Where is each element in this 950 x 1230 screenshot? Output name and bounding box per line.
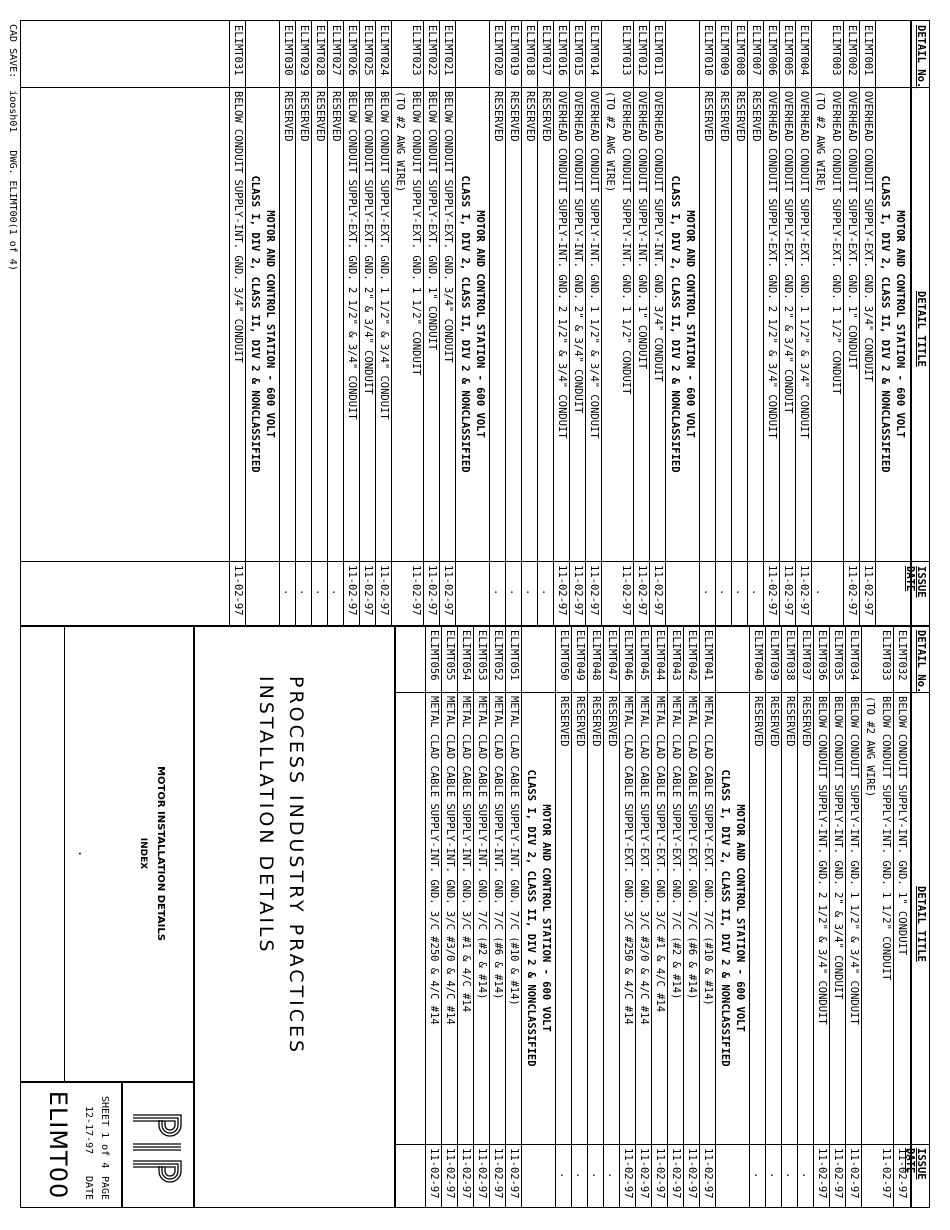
issue-date: . xyxy=(768,1172,780,1179)
detail-title: METAL CLAD CABLE SUPPLY-EXT. GND. 7/C (#2 & #14) xyxy=(670,696,682,1000)
detail-title: RESERVED xyxy=(800,696,812,747)
detail-number: ELIMT043 xyxy=(670,630,682,681)
issue-date: . xyxy=(314,589,326,596)
table-row xyxy=(424,21,440,625)
detail-title: METAL CLAD CABLE SUPPLY-INT. GND. 3/C #1 & 4/C #14 xyxy=(460,696,472,1013)
issue-date: . xyxy=(718,589,730,596)
issue-date: 11-02-97 xyxy=(652,565,664,616)
table-row xyxy=(862,626,878,1207)
detail-title: METAL CLAD CABLE SUPPLY-INT. GND. 7/C (#6 & #14) xyxy=(492,696,504,1000)
detail-title: OVERHEAD CONDUIT SUPPLY-INT. GND. 1" CONDUIT xyxy=(636,91,648,370)
detail-number: ELIMT024 xyxy=(378,25,390,76)
table-row xyxy=(780,21,796,625)
issue-date: 11-02-97 xyxy=(832,1148,844,1199)
issue-date: 11-02-97 xyxy=(572,565,584,616)
detail-title: OVERHEAD CONDUIT SUPPLY-EXT. GND. 1 1/2" & 3/4" CONDUIT xyxy=(798,91,810,439)
header-issue-date-right: ISSUE DATE xyxy=(904,1148,927,1180)
revision-date: 12-17-97 xyxy=(83,1106,94,1155)
issue-date: 11-02-97 xyxy=(410,565,422,616)
detail-title: OVERHEAD CONDUIT SUPPLY-INT. GND. 1 1/2" & 3/4" CONDUIT xyxy=(588,91,600,439)
table-row xyxy=(798,626,814,1207)
detail-title: OVERHEAD CONDUIT SUPPLY-EXT. GND. 2 1/2" & 3/4" CONDUIT xyxy=(766,91,778,439)
issue-date: . xyxy=(492,589,504,596)
detail-number: ELIMT012 xyxy=(636,25,648,76)
issue-date: 11-02-97 xyxy=(636,565,648,616)
issue-date: 11-02-97 xyxy=(846,565,858,616)
section-heading xyxy=(877,87,907,561)
detail-number: ELIMT013 xyxy=(620,25,632,76)
issue-date: . xyxy=(784,1172,796,1179)
table-row xyxy=(650,21,666,625)
detail-title: METAL CLAD CABLE SUPPLY-INT. GND. 7/C (#2 & #14) xyxy=(476,696,488,1000)
header-detail-no: DETAIL No. xyxy=(915,25,927,89)
table-row xyxy=(860,21,876,625)
detail-number: ELIMT049 xyxy=(574,630,586,681)
cad-save-footer: CAD SAVE: ioosh01 DWG. ELIMT00(1 of 4) xyxy=(7,24,18,271)
table-row xyxy=(490,21,506,625)
table-row xyxy=(636,626,652,1207)
header-issue-date: ISSUE DATE xyxy=(904,566,927,598)
section-heading xyxy=(717,692,747,1144)
detail-number: ELIMT042 xyxy=(686,630,698,681)
detail-title: BELOW CONDUIT SUPPLY-INT. GND. 2" & 3/4" CONDUIT xyxy=(832,696,844,1000)
detail-number: ELIMT004 xyxy=(798,25,810,76)
detail-title: METAL CLAD CABLE SUPPLY-INT. GND. 7/C (#10 & #14) xyxy=(508,696,520,1006)
detail-number: ELIMT027 xyxy=(330,25,342,76)
issue-date: . xyxy=(800,1172,812,1179)
table-row xyxy=(554,21,570,625)
detail-number: ELIMT014 xyxy=(588,25,600,76)
table-row xyxy=(620,626,636,1207)
issue-date: . xyxy=(540,589,552,596)
detail-title: RESERVED xyxy=(558,696,570,747)
detail-number: ELIMT029 xyxy=(298,25,310,76)
section-heading-line: CLASS I, DIV 2, CLASS II, DIV 2 & NONCLASSIFIED xyxy=(525,769,537,1067)
table-row xyxy=(700,626,716,1207)
page-label: PAGE xyxy=(99,1176,110,1201)
detail-title: (TO #2 AWG WIRE) xyxy=(814,91,826,193)
table-row xyxy=(280,21,296,625)
detail-number: ELIMT011 xyxy=(652,25,664,76)
detail-number: ELIMT038 xyxy=(784,630,796,681)
detail-title: RESERVED xyxy=(784,696,796,747)
table-row xyxy=(846,626,862,1207)
table-row xyxy=(588,626,604,1207)
detail-title: OVERHEAD CONDUIT SUPPLY-EXT. GND. 2" & 3/4" CONDUIT xyxy=(782,91,794,414)
issue-date: . xyxy=(558,1172,570,1179)
detail-title: RESERVED xyxy=(282,91,294,142)
issue-date: 11-02-97 xyxy=(428,1148,440,1199)
table-row xyxy=(604,626,620,1207)
table-row xyxy=(506,21,522,625)
detail-number: ELIMT022 xyxy=(426,25,438,76)
detail-title: OVERHEAD CONDUIT SUPPLY-EXT. GND. 1 1/2" CONDUIT xyxy=(830,91,842,395)
table-row xyxy=(634,21,650,625)
header-detail-title: DETAIL TITLE xyxy=(915,291,927,367)
detail-title: RESERVED xyxy=(702,91,714,142)
table-row xyxy=(750,626,766,1207)
detail-number: ELIMT048 xyxy=(590,630,602,681)
detail-number: ELIMT026 xyxy=(346,25,358,76)
detail-number: ELIMT040 xyxy=(752,630,764,681)
section-heading-line: CLASS I, DIV 2, CLASS II, DIV 2 & NONCLASSIFIED xyxy=(459,175,471,473)
doc-dot: . xyxy=(76,849,90,858)
detail-title: BELOW CONDUIT SUPPLY-EXT. GND. 1 1/2" & 3/4" CONDUIT xyxy=(378,91,390,420)
detail-title: RESERVED xyxy=(540,91,552,142)
table-row xyxy=(538,21,554,625)
section-heading xyxy=(523,692,553,1144)
detail-number: ELIMT021 xyxy=(442,25,454,76)
detail-title: OVERHEAD CONDUIT SUPPLY-EXT. GND. 1" CONDUIT xyxy=(846,91,858,370)
issue-date: 11-02-97 xyxy=(476,1148,488,1199)
detail-title: RESERVED xyxy=(768,696,780,747)
issue-date: 11-02-97 xyxy=(620,565,632,616)
table-row xyxy=(296,21,312,625)
issue-date: . xyxy=(702,589,714,596)
detail-number: ELIMT007 xyxy=(750,25,762,76)
table-row xyxy=(814,626,830,1207)
detail-number: ELIMT051 xyxy=(508,630,520,681)
issue-date: 11-02-97 xyxy=(670,1148,682,1199)
detail-title: BELOW CONDUIT SUPPLY-INT. GND. 3/4" CONDUIT xyxy=(232,91,244,363)
detail-title: OVERHEAD CONDUIT SUPPLY-INT. GND. 3/4" CONDUIT xyxy=(652,91,664,382)
table-row xyxy=(830,626,846,1207)
detail-title: RESERVED xyxy=(524,91,536,142)
table-row xyxy=(458,626,474,1207)
issue-date: . xyxy=(330,589,342,596)
issue-date: 11-02-97 xyxy=(622,1148,634,1199)
header-detail-title-right: DETAIL TITLE xyxy=(915,886,927,962)
table-row xyxy=(732,21,748,625)
table-row xyxy=(312,21,328,625)
detail-number: ELIMT016 xyxy=(556,25,568,76)
table-row xyxy=(878,626,894,1207)
detail-number: ELIMT055 xyxy=(444,630,456,681)
section-heading-line: MOTOR AND CONTROL STATION - 600 VOLT xyxy=(734,804,746,1032)
detail-title: OVERHEAD CONDUIT SUPPLY-INT. GND. 1 1/2" CONDUIT xyxy=(620,91,632,395)
section-heading-line: CLASS I, DIV 2, CLASS II, DIV 2 & NONCLASSIFIED xyxy=(249,175,261,473)
detail-number: ELIMT010 xyxy=(702,25,714,76)
detail-title: BELOW CONDUIT SUPPLY-EXT. GND. 1" CONDUIT xyxy=(426,91,438,351)
table-row xyxy=(812,21,828,625)
detail-number: ELIMT009 xyxy=(718,25,730,76)
detail-number: ELIMT003 xyxy=(830,25,842,76)
left-index-table xyxy=(20,21,930,625)
issue-date: 11-02-97 xyxy=(442,565,454,616)
detail-title: RESERVED xyxy=(330,91,342,142)
detail-title: METAL CLAD CABLE SUPPLY-EXT. GND. 3/C #1 & 4/C #14 xyxy=(654,696,666,1013)
detail-number: ELIMT031 xyxy=(232,25,244,76)
detail-number: ELIMT008 xyxy=(734,25,746,76)
detail-title: METAL CLAD CABLE SUPPLY-EXT. GND. 3/C #250 & 4/C #14 xyxy=(622,696,634,1025)
issue-date: 11-02-97 xyxy=(862,565,874,616)
detail-title: RESERVED xyxy=(492,91,504,142)
table-row xyxy=(344,21,360,625)
section-heading xyxy=(667,87,697,561)
detail-number: ELIMT002 xyxy=(846,25,858,76)
detail-number: ELIMT053 xyxy=(476,630,488,681)
section-heading-line: CLASS I, DIV 2, CLASS II, DIV 2 & NONCLASSIFIED xyxy=(879,175,891,473)
table-row xyxy=(442,626,458,1207)
detail-number: ELIMT018 xyxy=(524,25,536,76)
detail-number: ELIMT045 xyxy=(638,630,650,681)
detail-title: BELOW CONDUIT SUPPLY-EXT. GND. 1 1/2" CONDUIT xyxy=(410,91,422,376)
detail-number: ELIMT006 xyxy=(766,25,778,76)
issue-date: . xyxy=(750,589,762,596)
table-row xyxy=(652,626,668,1207)
table-row xyxy=(668,626,684,1207)
issue-date: 11-02-97 xyxy=(556,565,568,616)
table-row xyxy=(618,21,634,625)
org-title-line1: PROCESS INDUSTRY PRACTICES xyxy=(285,676,307,1056)
detail-title: OVERHEAD CONDUIT SUPPLY-EXT. GND. 3/4" CONDUIT xyxy=(862,91,874,382)
issue-date: 11-02-97 xyxy=(766,565,778,616)
detail-title: BELOW CONDUIT SUPPLY-INT. GND. 1" CONDUIT xyxy=(896,696,908,956)
issue-date: 11-02-97 xyxy=(686,1148,698,1199)
detail-title: (TO #2 AWG WIRE) xyxy=(864,696,876,798)
issue-date: 11-02-97 xyxy=(798,565,810,616)
detail-number: ELIMT015 xyxy=(572,25,584,76)
detail-title: OVERHEAD CONDUIT SUPPLY-INT. GND. 2" & 3/4" CONDUIT xyxy=(572,91,584,414)
table-row xyxy=(586,21,602,625)
detail-number: ELIMT019 xyxy=(508,25,520,76)
issue-date: 11-02-97 xyxy=(654,1148,666,1199)
detail-number: ELIMT052 xyxy=(492,630,504,681)
issue-date: . xyxy=(508,589,520,596)
table-row xyxy=(328,21,344,625)
issue-date: . xyxy=(590,1172,602,1179)
issue-date: . xyxy=(524,589,536,596)
detail-title: RESERVED xyxy=(314,91,326,142)
detail-number: ELIMT035 xyxy=(832,630,844,681)
detail-title: BELOW CONDUIT SUPPLY-INT. GND. 1 1/2" CONDUIT xyxy=(880,696,892,981)
issue-date: 11-02-97 xyxy=(638,1148,650,1199)
detail-number: ELIMT017 xyxy=(540,25,552,76)
table-row xyxy=(360,21,376,625)
section-heading-line: MOTOR AND CONTROL STATION - 600 VOLT xyxy=(684,210,696,438)
table-row xyxy=(230,21,246,625)
detail-number: ELIMT037 xyxy=(800,630,812,681)
section-heading-line: MOTOR AND CONTROL STATION - 600 VOLT xyxy=(894,210,906,438)
detail-number: ELIMT044 xyxy=(654,630,666,681)
table-row xyxy=(684,626,700,1207)
issue-date: 11-02-97 xyxy=(588,565,600,616)
drawing-number: ELIMT00 xyxy=(44,1090,72,1200)
issue-date: 11-02-97 xyxy=(880,1148,892,1199)
issue-date: 11-02-97 xyxy=(460,1148,472,1199)
detail-title: (TO #2 AWG WIRE) xyxy=(394,91,406,193)
table-row xyxy=(440,21,456,625)
issue-date: . xyxy=(282,589,294,596)
detail-title: BELOW CONDUIT SUPPLY-INT. GND. 2 1/2" & 3/4" CONDUIT xyxy=(816,696,828,1025)
detail-title: RESERVED xyxy=(606,696,618,747)
detail-number: ELIMT020 xyxy=(492,25,504,76)
issue-date: 11-02-97 xyxy=(232,565,244,616)
detail-number: ELIMT036 xyxy=(816,630,828,681)
issue-date: 11-02-97 xyxy=(362,565,374,616)
table-row xyxy=(700,21,716,625)
issue-date: 11-02-97 xyxy=(508,1148,520,1199)
issue-date: . xyxy=(814,589,826,596)
table-row xyxy=(408,21,424,625)
issue-date: 11-02-97 xyxy=(444,1148,456,1199)
issue-date: 11-02-97 xyxy=(816,1148,828,1199)
table-row xyxy=(556,626,572,1207)
issue-date: . xyxy=(606,1172,618,1179)
detail-title: METAL CLAD CABLE SUPPLY-EXT. GND. 7/C (#6 & #14) xyxy=(686,696,698,1000)
detail-title: RESERVED xyxy=(574,696,586,747)
detail-number: ELIMT005 xyxy=(782,25,794,76)
detail-title: BELOW CONDUIT SUPPLY-EXT. GND. 3/4" CONDUIT xyxy=(442,91,454,363)
table-row xyxy=(392,21,408,625)
detail-number: ELIMT001 xyxy=(862,25,874,76)
table-row xyxy=(828,21,844,625)
table-row xyxy=(766,626,782,1207)
issue-date: 11-02-97 xyxy=(848,1148,860,1199)
issue-date: 11-02-97 xyxy=(378,565,390,616)
detail-number: ELIMT041 xyxy=(702,630,714,681)
right-index-table xyxy=(395,626,930,1207)
detail-title: METAL CLAD CABLE SUPPLY-INT. GND. 3/C #3/0 & 4/C #14 xyxy=(444,696,456,1025)
detail-title: RESERVED xyxy=(298,91,310,142)
pip-logo xyxy=(130,1111,185,1191)
section-heading-line: MOTOR AND CONTROL STATION - 600 VOLT xyxy=(540,804,552,1032)
detail-title: (TO #2 AWG WIRE) xyxy=(604,91,616,193)
table-row xyxy=(522,21,538,625)
issue-date: 11-02-97 xyxy=(492,1148,504,1199)
detail-number: ELIMT034 xyxy=(848,630,860,681)
table-row xyxy=(764,21,780,625)
detail-number: ELIMT054 xyxy=(460,630,472,681)
section-heading-line: MOTOR AND CONTROL STATION - 600 VOLT xyxy=(474,210,486,438)
table-row xyxy=(796,21,812,625)
detail-number: ELIMT046 xyxy=(622,630,634,681)
sheet-label: SHEET 1 of 4 xyxy=(99,1096,110,1169)
table-row xyxy=(474,626,490,1207)
table-row xyxy=(748,21,764,625)
section-heading xyxy=(457,87,487,561)
table-row xyxy=(572,626,588,1207)
detail-number: ELIMT050 xyxy=(558,630,570,681)
detail-title: RESERVED xyxy=(508,91,520,142)
detail-title: BELOW CONDUIT SUPPLY-EXT. GND. 2 1/2" & 3/4" CONDUIT xyxy=(346,91,358,420)
issue-date: 11-02-97 xyxy=(702,1148,714,1199)
detail-number: ELIMT033 xyxy=(880,630,892,681)
issue-date: . xyxy=(734,589,746,596)
issue-date: 11-02-97 xyxy=(426,565,438,616)
date-label: DATE xyxy=(83,1176,94,1201)
detail-number: ELIMT023 xyxy=(410,25,422,76)
detail-number: ELIMT025 xyxy=(362,25,374,76)
issue-date: 11-02-97 xyxy=(346,565,358,616)
table-row xyxy=(602,21,618,625)
issue-date: . xyxy=(752,1172,764,1179)
detail-title: OVERHEAD CONDUIT SUPPLY-INT. GND. 2 1/2" & 3/4" CONDUIT xyxy=(556,91,568,439)
detail-number: ELIMT047 xyxy=(606,630,618,681)
table-row xyxy=(376,21,392,625)
detail-title: RESERVED xyxy=(734,91,746,142)
table-row xyxy=(426,626,442,1207)
detail-number: ELIMT039 xyxy=(768,630,780,681)
table-row xyxy=(844,21,860,625)
detail-title: BELOW CONDUIT SUPPLY-EXT. GND. 2" & 3/4" CONDUIT xyxy=(362,91,374,395)
section-heading-line: MOTOR AND CONTROL STATION - 600 VOLT xyxy=(264,210,276,438)
table-row xyxy=(716,21,732,625)
detail-title: METAL CLAD CABLE SUPPLY-EXT. GND. 3/C #3/0 & 4/C #14 xyxy=(638,696,650,1025)
table-row xyxy=(894,626,910,1207)
detail-title: METAL CLAD CABLE SUPPLY-EXT. GND. 7/C (#10 & #14) xyxy=(702,696,714,1006)
detail-number: ELIMT028 xyxy=(314,25,326,76)
detail-title: RESERVED xyxy=(752,696,764,747)
issue-date: 11-02-97 xyxy=(896,1148,908,1199)
header-detail-no-right: DETAIL No. xyxy=(915,630,927,694)
table-row xyxy=(490,626,506,1207)
table-row xyxy=(506,626,522,1207)
issue-date: . xyxy=(574,1172,586,1179)
detail-title: BELOW CONDUIT SUPPLY-INT. GND. 1 1/2" & 3/4" CONDUIT xyxy=(848,696,860,1025)
detail-number: ELIMT056 xyxy=(428,630,440,681)
doc-title: MOTOR INSTALLATION DETAILS xyxy=(155,766,166,941)
doc-subtitle: INDEX xyxy=(138,837,148,870)
pip-logo-icon xyxy=(130,1111,185,1191)
section-heading-line: CLASS I, DIV 2, CLASS II, DIV 2 & NONCLASSIFIED xyxy=(719,769,731,1067)
detail-title: RESERVED xyxy=(750,91,762,142)
org-title-line2: INSTALLATION DETAILS xyxy=(255,676,277,955)
issue-date: . xyxy=(298,589,310,596)
detail-title: METAL CLAD CABLE SUPPLY-INT. GND. 3/C #250 & 4/C #14 xyxy=(428,696,440,1025)
title-block xyxy=(20,626,395,1207)
detail-title: RESERVED xyxy=(718,91,730,142)
issue-date: 11-02-97 xyxy=(782,565,794,616)
detail-number: ELIMT030 xyxy=(282,25,294,76)
detail-title: RESERVED xyxy=(590,696,602,747)
table-row xyxy=(782,626,798,1207)
detail-number: ELIMT032 xyxy=(896,630,908,681)
section-heading-line: CLASS I, DIV 2, CLASS II, DIV 2 & NONCLASSIFIED xyxy=(669,175,681,473)
section-heading xyxy=(247,87,277,561)
table-row xyxy=(570,21,586,625)
